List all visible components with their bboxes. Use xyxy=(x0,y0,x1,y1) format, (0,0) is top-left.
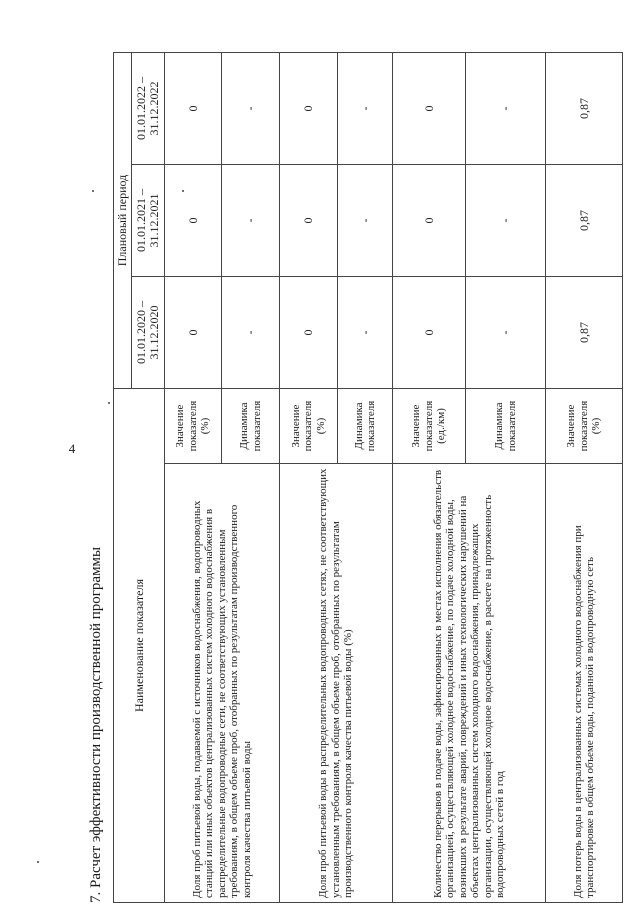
value-cell: 0,87 xyxy=(546,277,623,389)
value-cell: 0 xyxy=(280,277,338,389)
value-type-label: Значение показателя (%) xyxy=(546,389,623,464)
value-cell: 0 xyxy=(165,277,222,389)
efficiency-table xyxy=(113,52,623,903)
value-type-label: Значение показателя (%) xyxy=(165,389,222,464)
value-type-label: Значение показателя (%) xyxy=(280,389,338,464)
value-type-label: Динамика показателя xyxy=(338,389,393,464)
value-cell: - xyxy=(222,165,280,277)
value-cell: 0,87 xyxy=(546,52,623,164)
value-cell: 0 xyxy=(280,165,338,277)
value-cell: - xyxy=(222,277,280,389)
value-cell: - xyxy=(338,165,393,277)
header-indicator-name: Наименование показателя xyxy=(114,389,165,903)
value-cell: 0 xyxy=(165,165,222,277)
header-period-2020: 01.01.2020 – 31.12.2020 xyxy=(132,277,165,389)
value-cell: - xyxy=(222,52,280,164)
header-plan-period: Плановый период xyxy=(114,52,132,388)
table-row xyxy=(393,52,466,902)
table-row xyxy=(546,52,623,902)
indicator-name: Количество перерывов в подаче воды, зафиксированных в местах исполнения обязательств организацией, осуществляющей холодное водоснабжение, по подаче холодной воды, возникших в результате аварий, повреждений и иных технологических нарушений на объектах централизованных систем холодного водоснабжения, принадлежащих организации, осуществляющей холодное водоснабжение, в расчете на протяженность водопроводных сетей в год xyxy=(393,464,546,903)
value-cell: 0 xyxy=(165,52,222,164)
section-title: 7. Расчет эффективности производственной программы xyxy=(88,546,104,903)
value-cell: 0,87 xyxy=(546,165,623,277)
header-period-2022: 01.01.2022 – 31.12.2022 xyxy=(132,52,165,164)
value-type-label: Значение показателя (ед./км) xyxy=(393,389,466,464)
value-cell: - xyxy=(466,277,546,389)
value-type-label: Динамика показателя xyxy=(466,389,546,464)
value-cell: - xyxy=(466,52,546,164)
rotated-page-content xyxy=(78,53,620,903)
value-cell: - xyxy=(338,52,393,164)
scan-speck xyxy=(37,861,39,863)
value-cell: 0 xyxy=(393,277,466,389)
value-cell: 0 xyxy=(280,52,338,164)
value-cell: - xyxy=(338,277,393,389)
header-period-2021: 01.01.2021 – 31.12.2021 xyxy=(132,165,165,277)
table-row xyxy=(280,52,338,902)
value-type-label: Динамика показателя xyxy=(222,389,280,464)
value-cell: 0 xyxy=(393,165,466,277)
indicator-name: Доля проб питьевой воды, подаваемой с источников водоснабжения, водопроводных станций или иных объектов централизованных систем холодного водоснабжения в распределительные водопроводные сети, не соответствующих установленным требованиям, в общем объеме проб, отобранных по результатам производственного контроля качества питьевой воды xyxy=(165,464,280,903)
indicator-name: Доля проб питьевой воды в распределительных водопроводных сетях, не соответствующих установленным требованиям, в общем объеме проб, отобранных по результатам производственного контроля качества питьевой воды (%) xyxy=(280,464,393,903)
table-row xyxy=(165,52,222,902)
page-number: 4 xyxy=(68,441,76,456)
value-cell: 0 xyxy=(393,52,466,164)
indicator-name: Доля потерь воды в централизованных системах холодного водоснабжения при транспортировке в общем объеме воды, поданной в водопроводную сеть xyxy=(546,464,623,903)
value-cell: - xyxy=(466,165,546,277)
